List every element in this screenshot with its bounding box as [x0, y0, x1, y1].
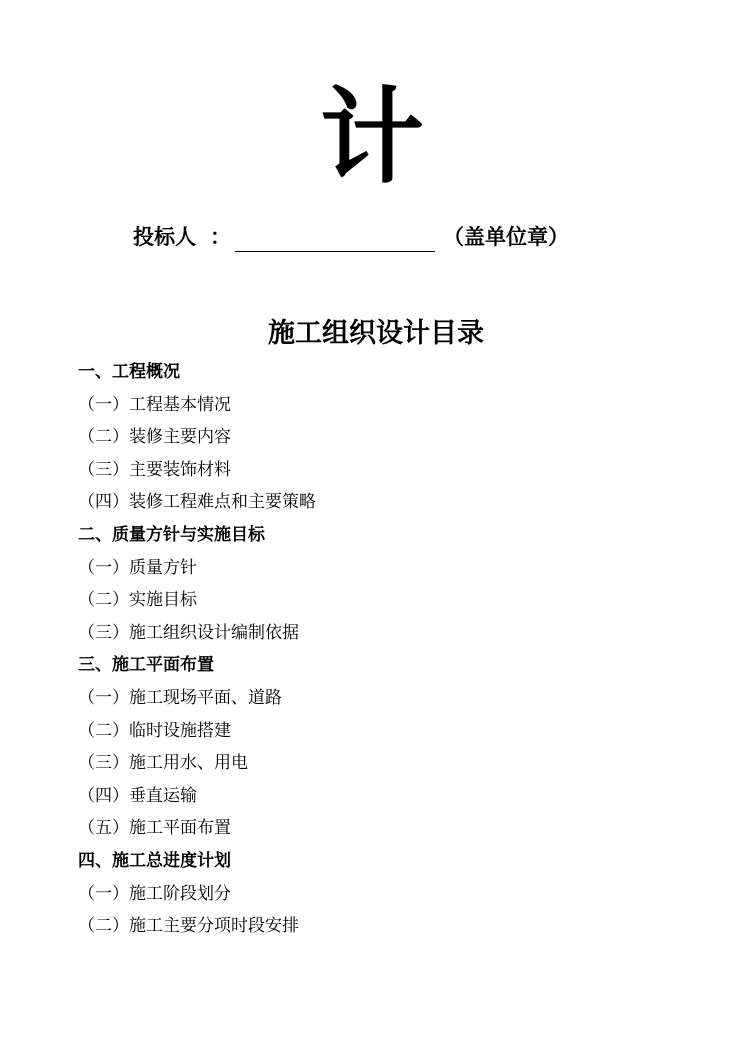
toc-section-heading: 三、施工平面布置 — [78, 655, 214, 676]
toc-section-heading: 一、工程概况 — [78, 362, 180, 382]
toc-item: （一）施工现场平面、道路 — [78, 687, 282, 708]
toc-item: （二）实施目标 — [78, 590, 197, 611]
toc-section-heading: 四、施工总进度计划 — [78, 850, 231, 871]
toc-item: （四）装修工程难点和主要策略 — [78, 492, 316, 513]
toc-title: 施工组织设计目录 — [268, 318, 484, 349]
toc-item: （一）工程基本情况 — [78, 394, 231, 415]
table-of-contents — [78, 356, 698, 943]
toc-item: （三）施工用水、用电 — [78, 753, 248, 774]
bidder-colon: ： — [210, 225, 231, 249]
toc-item: （二）临时设施搭建 — [78, 720, 231, 741]
seal-note: （盖单位章） — [443, 225, 569, 249]
toc-item: （三）主要装饰材料 — [78, 459, 231, 480]
toc-item: （一）质量方针 — [78, 557, 197, 578]
toc-item: （二）施工主要分项时段安排 — [78, 916, 299, 937]
toc-item: （五）施工平面布置 — [78, 818, 231, 839]
bidder-signature-blank — [235, 225, 435, 252]
toc-item: （一）施工阶段划分 — [78, 883, 231, 904]
toc-item: （二）装修主要内容 — [78, 427, 231, 448]
bidder-label: 投标人 — [133, 225, 196, 249]
bidder-line — [133, 220, 569, 252]
toc-item: （四）垂直运输 — [78, 785, 197, 806]
toc-section-heading: 二、质量方针与实施目标 — [78, 524, 265, 545]
cover-big-character: 计 — [319, 76, 424, 198]
toc-item: （三）施工组织设计编制依据 — [78, 622, 299, 643]
